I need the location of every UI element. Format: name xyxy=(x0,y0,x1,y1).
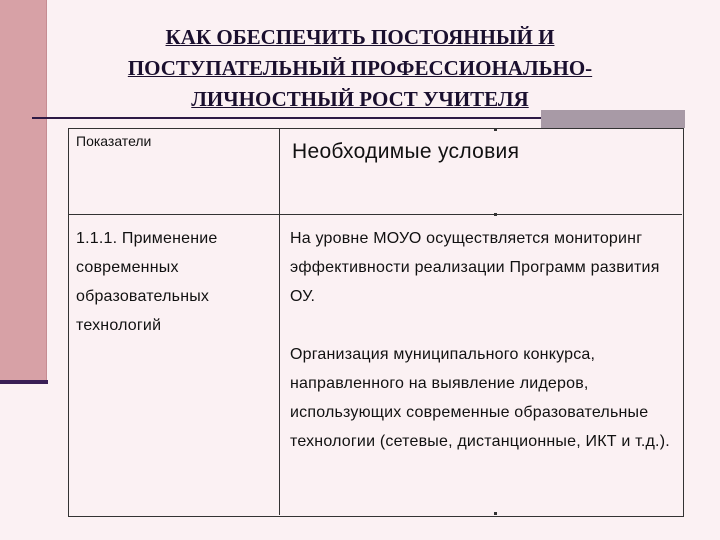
table-marker-dot xyxy=(494,128,497,131)
left-accent-bar xyxy=(0,0,46,382)
table-marker-dot xyxy=(494,213,497,216)
table-column-divider xyxy=(279,129,280,515)
indicator-cell: 1.1.1. Применение современных образовательных технологий xyxy=(76,230,218,334)
left-accent-underline xyxy=(0,380,48,384)
condition-item: Организация муниципального конкурса, направленного на выявление лидеров, использующих современные образовательные технологии (сетевые, дистанционные, ИКТ и т.д.). xyxy=(290,346,670,450)
conditions-cell xyxy=(290,224,680,456)
table-marker-dot xyxy=(494,512,497,515)
table-row-divider xyxy=(69,214,682,215)
header-indicators: Показатели xyxy=(76,133,152,149)
slide-title: КАК ОБЕСПЕЧИТЬ ПОСТОЯННЫЙ И ПОСТУПАТЕЛЬНЫЙ ПРОФЕССИОНАЛЬНО- ЛИЧНОСТНЫЙ РОСТ УЧИТЕЛЯ xyxy=(127,25,593,111)
left-accent-edge xyxy=(46,0,47,384)
decorative-gray-bar xyxy=(541,110,685,128)
header-conditions: Необходимые условия xyxy=(292,140,520,163)
condition-item: На уровне МОУО осуществляется мониторинг эффективности реализации Программ развития ОУ. xyxy=(290,230,660,305)
